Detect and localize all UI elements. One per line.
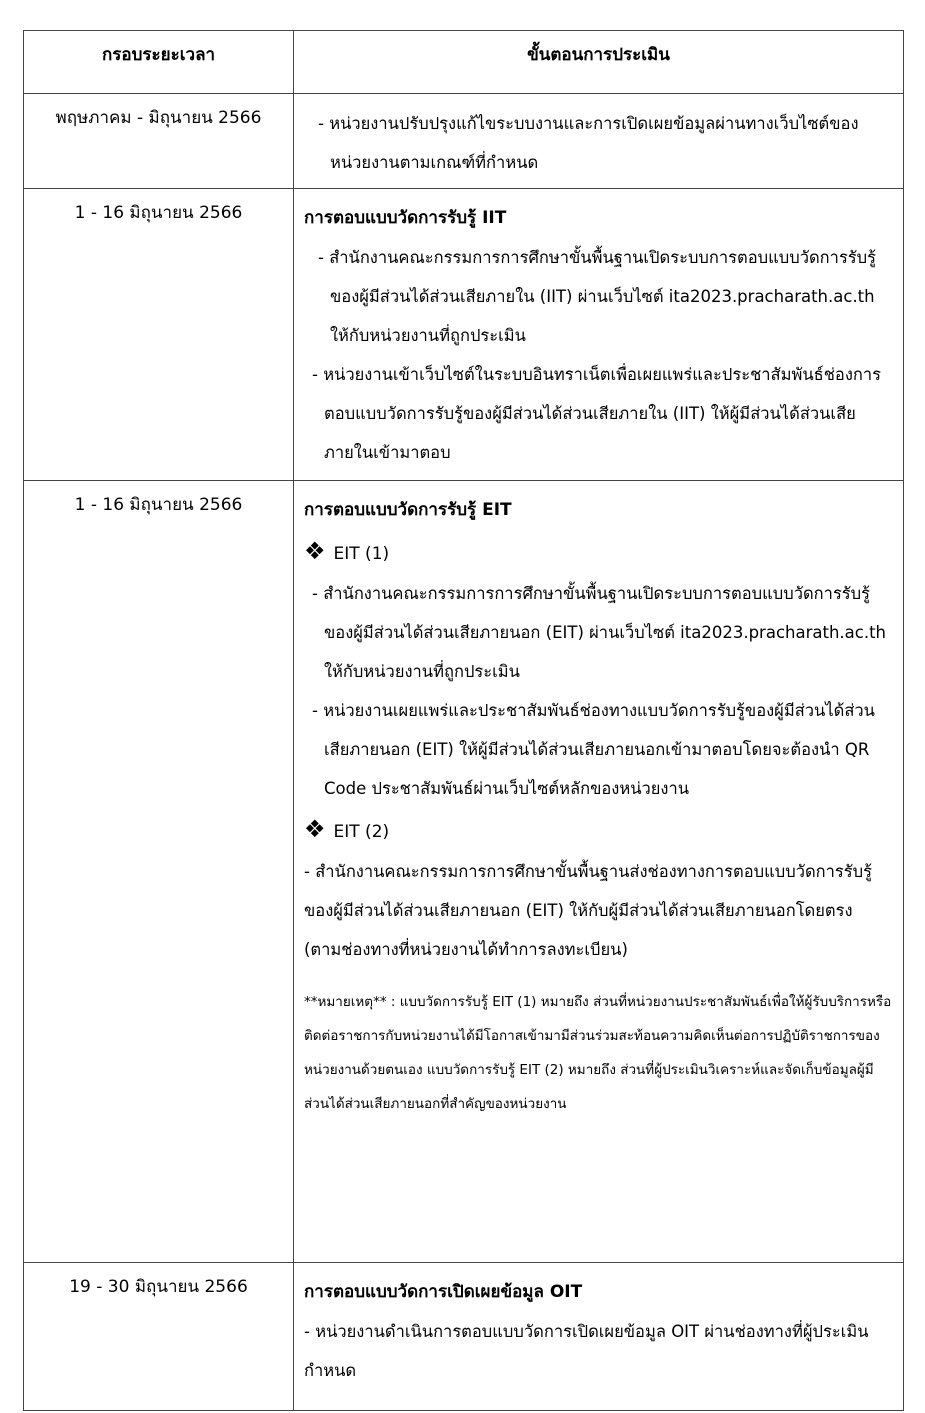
diamond-bullet-icon: ❖	[304, 815, 326, 843]
step-item: - หน่วยงานปรับปรุงแก้ไขระบบงานและการเปิดเผยข้อมูลผ่านทางเว็บไซต์ของหน่วยงานตามเกณฑ์ที่กำหนด	[318, 114, 859, 172]
time-cell: 1 - 16 มิถุนายน 2566	[24, 189, 294, 481]
eit2-label: EIT (2)	[333, 822, 390, 842]
steps-cell	[294, 189, 904, 481]
diamond-bullet-icon: ❖	[304, 537, 326, 565]
table-row	[24, 1263, 904, 1411]
remark-note: **หมายเหตุ** : แบบวัดการรับรู้ EIT (1) หมายถึง ส่วนที่หน่วยงานประชาสัมพันธ์เพื่อให้ผู้รับบริการหรือติดต่อราชการกับหน่วยงานได้มีโอกาสเข้ามามีส่วนร่วมสะท้อนความคิดเห็นต่อการปฏิบัติราชการของหน่วยงานด้วยตนเอง แบบวัดการรับรู้ EIT (2) หมายถึง ส่วนที่ผู้ประเมินวิเคราะห์และจัดเก็บข้อมูลผู้มีส่วนได้ส่วนเสียภายนอกที่สำคัญของหน่วยงาน	[304, 994, 892, 1112]
section-title: การตอบแบบวัดการเปิดเผยข้อมูล OIT	[304, 1282, 583, 1302]
step-item: - หน่วยงานเข้าเว็บไซต์ในระบบอินทราเน็ตเพื่อเผยแพร่และประชาสัมพันธ์ช่องการตอบแบบวัดการรับรู้ของผู้มีส่วนได้ส่วนเสียภายใน (IIT) ให้ผู้มีส่วนได้ส่วนเสียภายในเข้ามาตอบ	[312, 365, 882, 462]
eit2-heading	[304, 810, 893, 852]
steps-cell	[294, 94, 904, 189]
header-time-label: กรอบระยะเวลา	[101, 45, 216, 65]
eit1-label: EIT (1)	[333, 544, 390, 564]
table-row	[24, 94, 904, 189]
section-title: การตอบแบบวัดการรับรู้ EIT	[304, 500, 512, 520]
header-cell-steps	[294, 31, 904, 94]
time-cell: 1 - 16 มิถุนายน 2566	[24, 481, 294, 1263]
steps-cell	[294, 481, 904, 1263]
step-item: - สำนักงานคณะกรรมการการศึกษาขั้นพื้นฐานเปิดระบบการตอบแบบวัดการรับรู้ของผู้มีส่วนได้ส่วนเสียภายใน (IIT) ผ่านเว็บไซต์ ita2023.pracharath.ac.th ให้กับหน่วยงานที่ถูกประเมิน	[318, 248, 877, 345]
step-item: - สำนักงานคณะกรรมการการศึกษาขั้นพื้นฐานส่งช่องทางการตอบแบบวัดการรับรู้ของผู้มีส่วนได้ส่วนเสียภายนอก (EIT) ให้กับผู้มีส่วนได้ส่วนเสียภายนอกโดยตรง (ตามช่องทางที่หน่วยงานได้ทำการลงทะเบียน)	[304, 862, 872, 959]
schedule-table	[23, 30, 904, 1411]
time-cell: พฤษภาคม - มิถุนายน 2566	[24, 94, 294, 189]
header-cell-time	[24, 31, 294, 94]
header-steps-label: ขั้นตอนการประเมิน	[527, 45, 670, 65]
section-title: การตอบแบบวัดการรับรู้ IIT	[304, 208, 507, 228]
time-cell: 19 - 30 มิถุนายน 2566	[24, 1263, 294, 1411]
table-row	[24, 189, 904, 481]
step-item: - หน่วยงานดำเนินการตอบแบบวัดการเปิดเผยข้อมูล OIT ผ่านช่องทางที่ผู้ประเมินกำหนด	[304, 1322, 869, 1380]
step-item: - สำนักงานคณะกรรมการการศึกษาขั้นพื้นฐานเปิดระบบการตอบแบบวัดการรับรู้ของผู้มีส่วนได้ส่วนเสียภายนอก (EIT) ผ่านเว็บไซต์ ita2023.pracharath.ac.th ให้กับหน่วยงานที่ถูกประเมิน	[312, 584, 887, 681]
steps-cell	[294, 1263, 904, 1411]
step-item: - หน่วยงานเผยแพร่และประชาสัมพันธ์ช่องทางแบบวัดการรับรู้ของผู้มีส่วนได้ส่วนเสียภายนอก (EIT) ให้ผู้มีส่วนได้ส่วนเสียภายนอกเข้ามาตอบโดยจะต้องนำ QR Code ประชาสัมพันธ์ผ่านเว็บไซต์หลักของหน่วยงาน	[312, 701, 875, 798]
table-row	[24, 481, 904, 1263]
eit1-heading	[304, 532, 893, 574]
header-row	[24, 31, 904, 94]
